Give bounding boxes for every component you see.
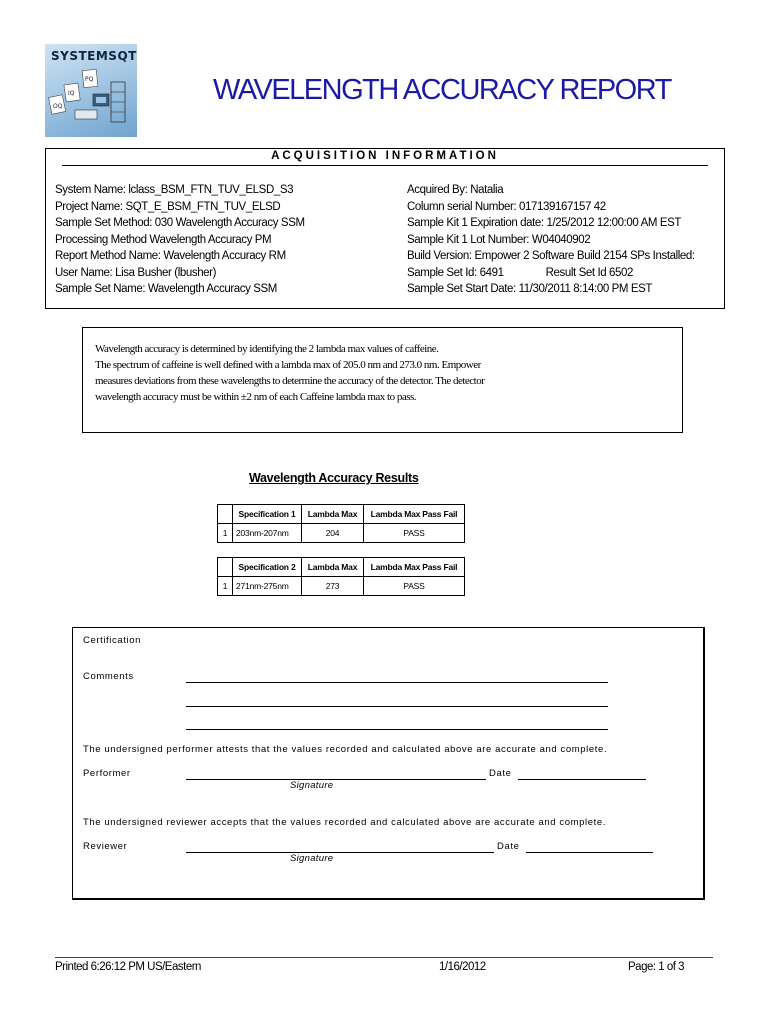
table-header-row [218, 558, 465, 577]
reviewer-label: Reviewer [83, 841, 128, 852]
project-name: Project Name: SQT_E_BSM_FTN_TUV_ELSD [55, 200, 281, 213]
comments-line-3[interactable] [186, 729, 608, 730]
spec-range: 203nm-207nm [233, 524, 302, 543]
printed-date: 1/16/2012 [439, 961, 486, 973]
description-line: The spectrum of caffeine is well defined with a lambda max of 205.0 nm and 273.0 nm. Empower [95, 359, 481, 371]
logo-text: SYSTEMSQT [51, 49, 137, 63]
description-line: Wavelength accuracy is determined by identifying the 2 lambda max values of caffeine. [95, 343, 439, 355]
system-name: System Name: lclass_BSM_FTN_TUV_ELSD_S3 [55, 184, 294, 196]
acquired-by: Acquired By: Natalia [407, 184, 504, 196]
spec-header: Specification 1 [233, 505, 302, 524]
description-line: wavelength accuracy must be within ±2 nm of each Caffeine lambda max to pass. [95, 391, 417, 403]
reviewer-date-line[interactable] [526, 852, 653, 853]
certification-title: Certification [83, 635, 141, 646]
row-index: 1 [218, 577, 233, 596]
comments-label: Comments [83, 671, 134, 682]
performer-signature-caption: Signature [290, 780, 334, 791]
spec-range: 271nm-275nm [233, 577, 302, 596]
reviewer-signature-caption: Signature [290, 853, 334, 864]
lambda-max-header: Lambda Max [302, 558, 364, 577]
comments-line-1[interactable] [186, 682, 608, 683]
certification-box [72, 627, 705, 900]
pass-fail-header: Lambda Max Pass Fail [364, 505, 465, 524]
table-row [218, 577, 465, 596]
table-row [218, 524, 465, 543]
results-table-1 [217, 504, 465, 543]
svg-text:PQ: PQ [85, 76, 94, 83]
reviewer-date-label: Date [497, 841, 520, 852]
svg-text:OQ: OQ [53, 103, 63, 110]
lambda-max-value: 204 [302, 524, 364, 543]
printed-time: Printed 6:26:12 PM US/Eastern [55, 961, 201, 973]
heading-divider [62, 165, 708, 166]
svg-text:IQ: IQ [68, 90, 75, 97]
lambda-max-value: 273 [302, 577, 364, 596]
acquisition-left-column [55, 182, 305, 298]
report-method-name: Report Method Name: Wavelength Accuracy RM [55, 250, 286, 262]
performer-statement: The undersigned performer attests that the values recorded and calculated above are accurate and complete. [83, 744, 608, 755]
row-index: 1 [218, 524, 233, 543]
sample-set-method: Sample Set Method: 030 Wavelength Accuracy SSM [55, 217, 305, 229]
sample-kit-expiration: Sample Kit 1 Expiration date: 1/25/2012 12:00:00 AM EST [407, 217, 681, 229]
logo-illustration [45, 64, 137, 137]
systemsqt-logo [45, 44, 137, 137]
report-title: WAVELENGTH ACCURACY REPORT [213, 74, 671, 106]
sample-set-id: Sample Set Id: 6491 [407, 266, 504, 279]
sample-set-start-date: Sample Set Start Date: 11/30/2011 8:14:00 PM EST [407, 283, 653, 295]
build-version: Build Version: Empower 2 Software Build 2154 SPs Installed: [407, 250, 695, 262]
results-title: Wavelength Accuracy Results [249, 471, 419, 485]
description-box [82, 327, 683, 433]
lambda-max-header: Lambda Max [302, 505, 364, 524]
pass-fail-header: Lambda Max Pass Fail [364, 558, 465, 577]
performer-signature-line[interactable] [186, 779, 486, 780]
result-set-id: Result Set Id 6502 [545, 266, 634, 279]
processing-method: Processing Method Wavelength Accuracy PM [55, 233, 272, 246]
table-header-row [218, 505, 465, 524]
acquisition-heading: ACQUISITION INFORMATION [271, 150, 499, 162]
acquisition-right-column [407, 182, 695, 298]
results-table-2 [217, 557, 465, 596]
description-line: measures deviations from these wavelengths to determine the accuracy of the detector. The detector [95, 375, 485, 387]
spec-header: Specification 2 [233, 558, 302, 577]
reviewer-statement: The undersigned reviewer accepts that the values recorded and calculated above are accurate and complete. [83, 817, 606, 828]
sample-set-name: Sample Set Name: Wavelength Accuracy SSM [55, 283, 277, 295]
index-header [218, 558, 233, 577]
footer-divider [55, 957, 713, 958]
page-number: Page: 1 of 3 [628, 961, 685, 973]
index-header [218, 505, 233, 524]
performer-date-line[interactable] [518, 779, 646, 780]
column-serial-number: Column serial Number: 017139167157 42 [407, 200, 606, 213]
comments-line-2[interactable] [186, 706, 608, 707]
pass-fail-value: PASS [364, 577, 465, 596]
sample-set-row [407, 265, 695, 282]
performer-label: Performer [83, 768, 131, 779]
reviewer-signature-line[interactable] [186, 852, 494, 853]
pass-fail-value: PASS [364, 524, 465, 543]
user-name: User Name: Lisa Busher (lbusher) [55, 266, 217, 279]
description-text [95, 341, 484, 405]
performer-date-label: Date [489, 768, 512, 779]
sample-kit-lot-number: Sample Kit 1 Lot Number: W04040902 [407, 233, 591, 246]
acquisition-info-box [45, 148, 725, 309]
